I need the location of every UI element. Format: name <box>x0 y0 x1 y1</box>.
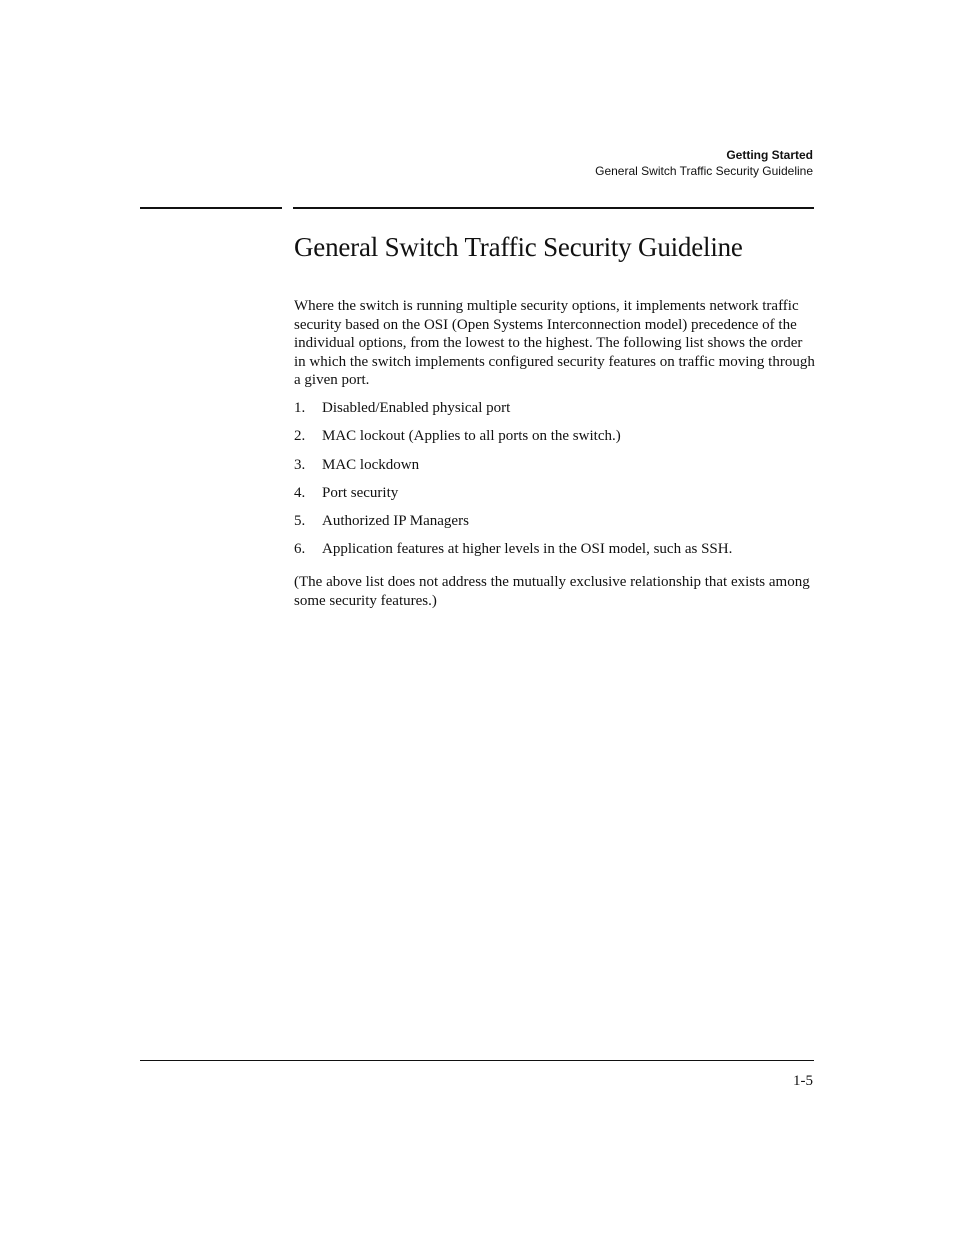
list-item-text: MAC lockdown <box>322 456 420 473</box>
header-section: General Switch Traffic Security Guideline <box>595 164 813 178</box>
list-item-number: 4. <box>294 484 306 501</box>
security-order-list <box>294 399 816 569</box>
header-chapter: Getting Started <box>726 148 813 162</box>
list-item-number: 5. <box>294 513 306 530</box>
note-paragraph: (The above list does not address the mutually exclusive relationship that exists among some security features.) <box>294 573 810 609</box>
list-item-number: 1. <box>294 399 306 416</box>
header-rule-main <box>293 207 814 209</box>
list-item <box>294 512 816 540</box>
list-item-text: Application features at higher levels in the OSI model, such as SSH. <box>322 541 733 558</box>
running-header <box>595 147 813 179</box>
list-item-number: 2. <box>294 428 306 445</box>
list-item <box>294 540 816 568</box>
section-title: General Switch Traffic Security Guideline <box>294 232 743 262</box>
list-item-number: 3. <box>294 456 306 473</box>
intro-paragraph: Where the switch is running multiple security options, it implements network traffic security based on the OSI (Open Systems Interconnection model) precedence of the individual options, from the lowest to the highest. The following list shows the order in which the switch implements configured security features on traffic moving through a given port. <box>294 298 815 389</box>
main-content <box>294 233 816 611</box>
list-item-text: Authorized IP Managers <box>322 513 469 530</box>
list-item <box>294 484 816 512</box>
list-item <box>294 399 816 427</box>
list-item-text: Disabled/Enabled physical port <box>322 399 511 416</box>
list-item <box>294 456 816 484</box>
footer-rule <box>140 1060 814 1061</box>
list-item-number: 6. <box>294 541 306 558</box>
list-item-text: Port security <box>322 484 399 501</box>
page-number: 1-5 <box>793 1073 813 1089</box>
list-item <box>294 427 816 455</box>
list-item-text: MAC lockout (Applies to all ports on the switch.) <box>322 428 621 445</box>
header-rule-margin <box>140 207 282 209</box>
